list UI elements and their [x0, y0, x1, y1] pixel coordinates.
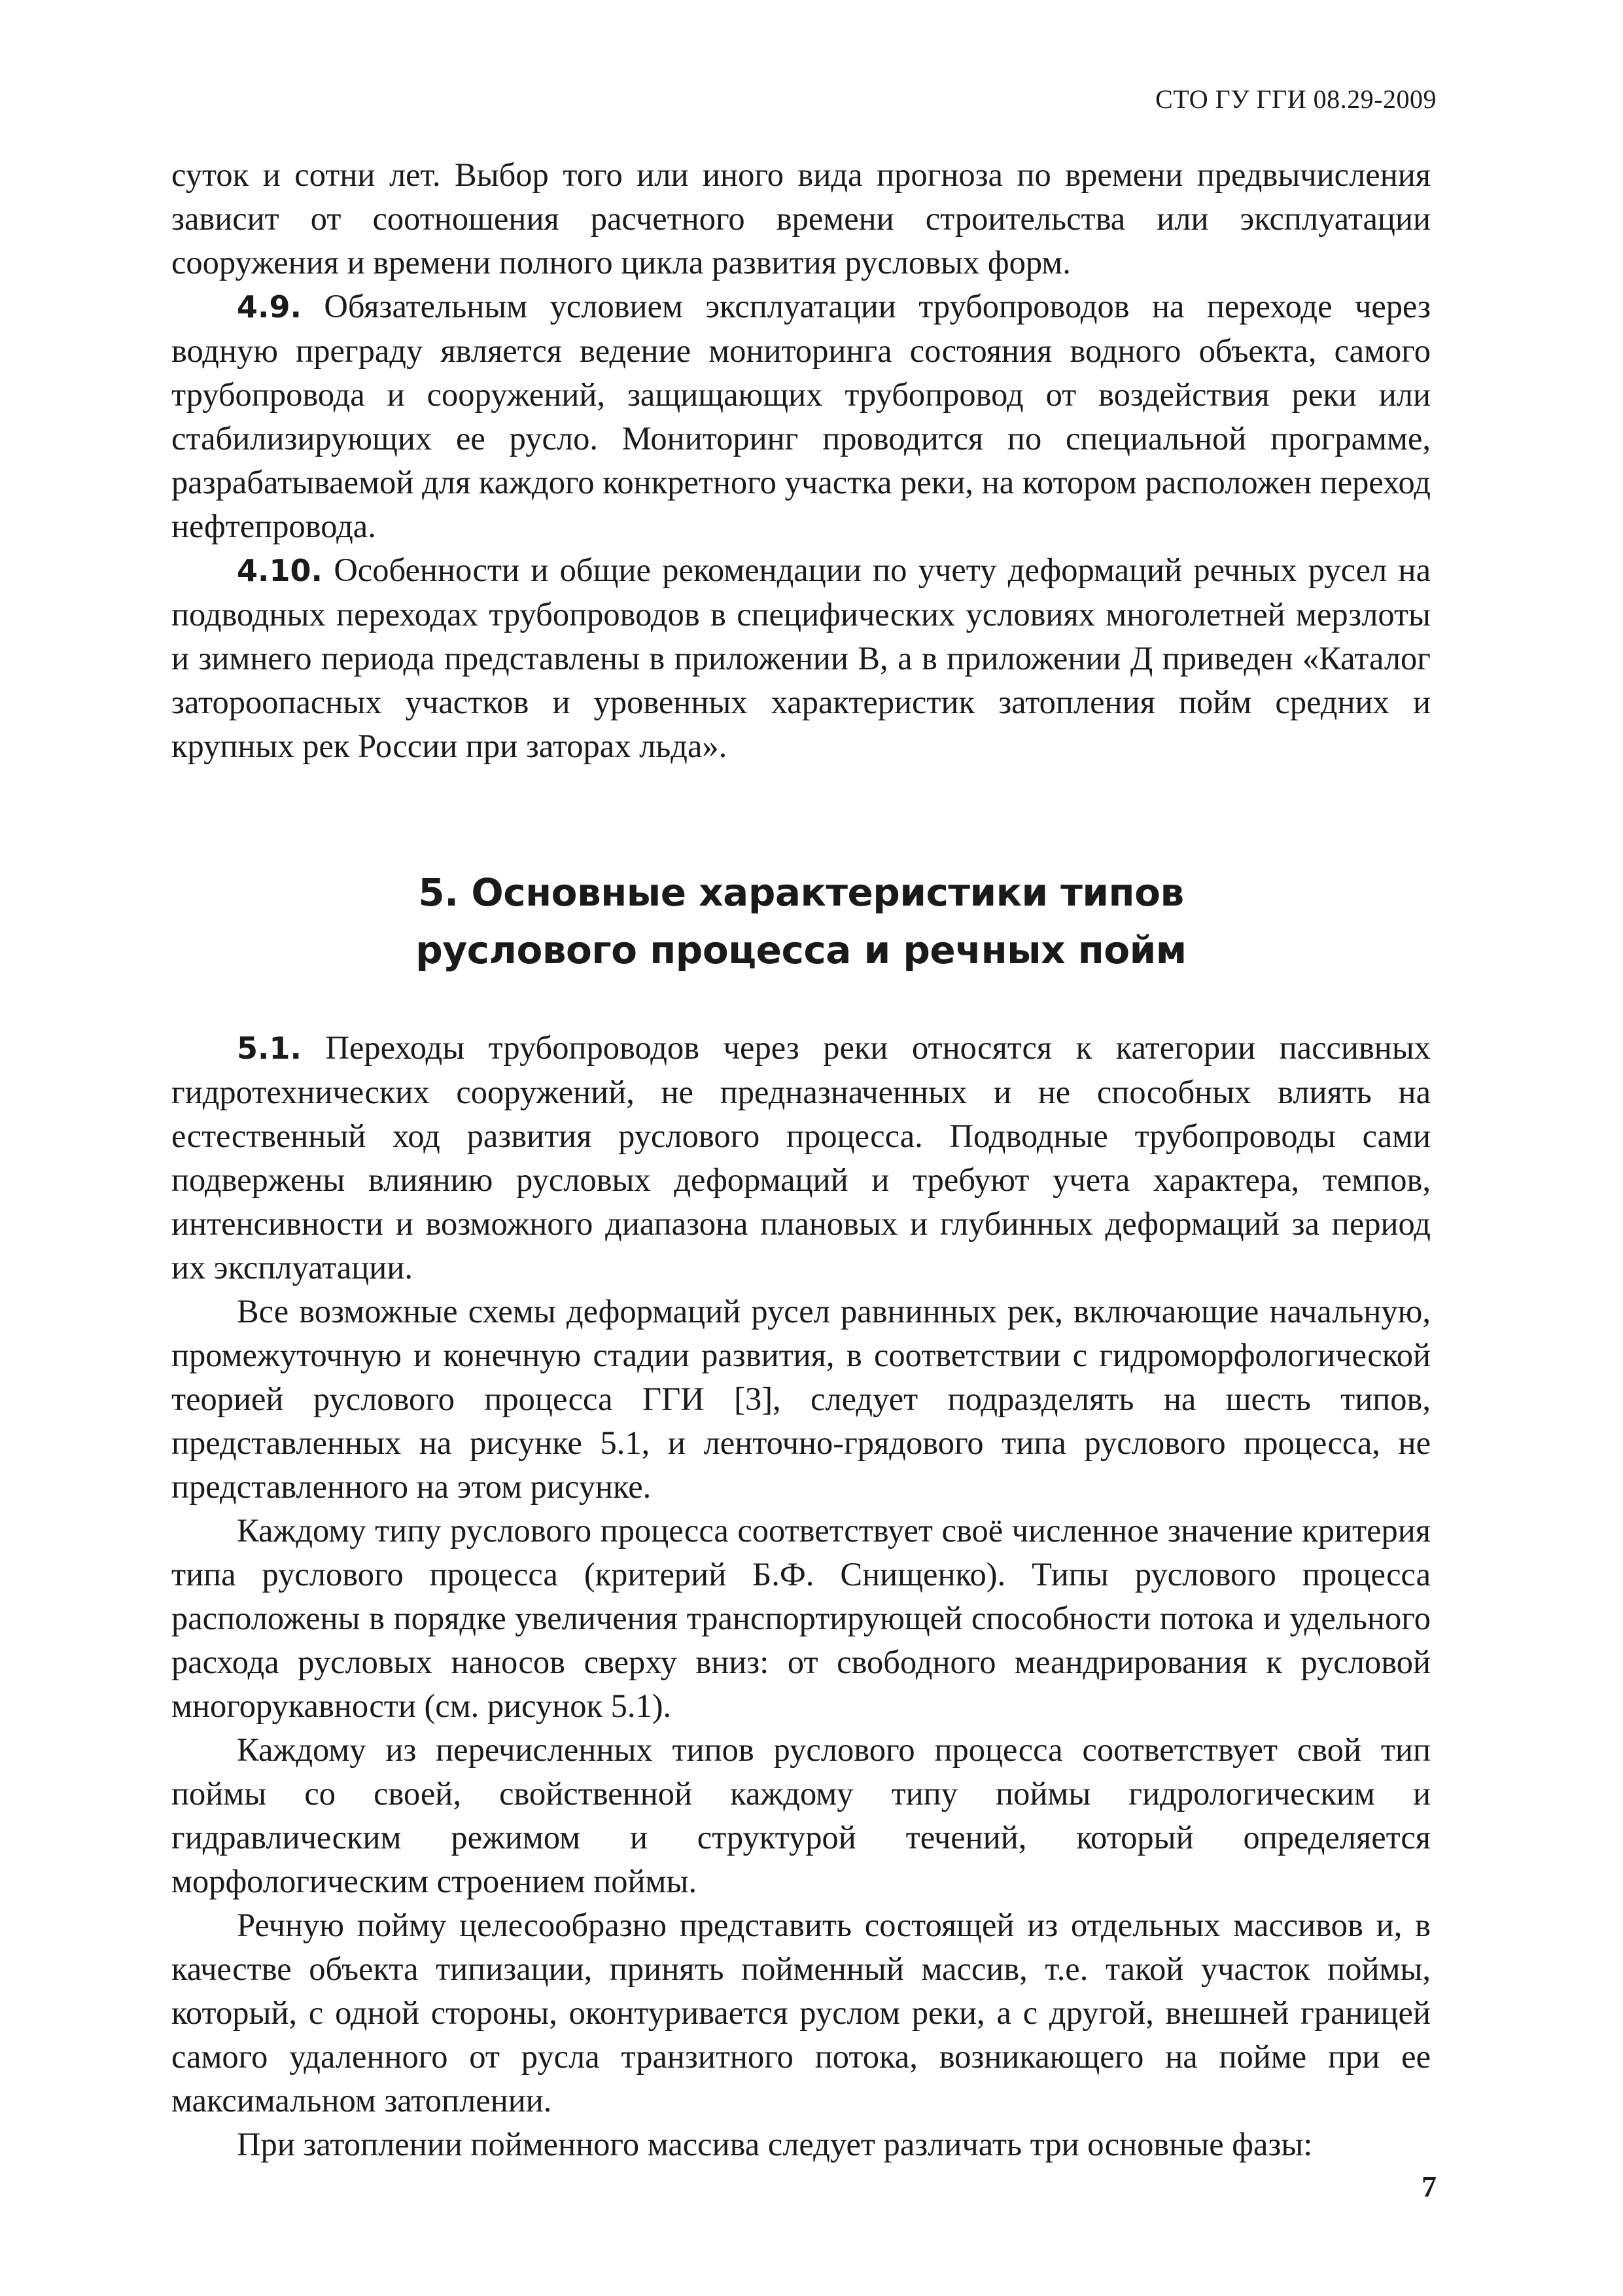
paragraph: Каждому типу руслового процесса соответствует своё численное значение критерия типа руслового процесса (критерий Б.Ф. Снищенко). Типы руслового процесса расположены в порядке увеличения транспортирующей способности потока и удельного расхода русловых наносов сверху вниз: от свободного меандрирования к русловой многорукавности (см. рисунок 5.1).	[171, 1512, 1431, 1724]
paragraph-5-1	[171, 1026, 1431, 1290]
paragraph-text: Особенности и общие рекомендации по учету деформаций речных русел на подводных переходах трубопроводов в специфических условиях многолетней мерзлоты и зимнего периода представлены в приложении В, а в приложении Д приведен «Каталог заторoопасных участков и уровенных характеристик затопления пойм средних и крупных рек России при заторах льда».	[171, 552, 1431, 764]
document-code-header: СТО ГУ ГГИ 08.29-2009	[1155, 84, 1437, 114]
clause-number: 4.9.	[237, 289, 302, 325]
top-text-block	[171, 153, 1431, 768]
paragraph-text: Обязательным условием эксплуатации трубопроводов на переходе через водную преграду является ведение мониторинга состояния водного объекта, самого трубопровода и сооружений, защищающих трубопровод от воздействия реки или стабилизирующих ее русло. Мониторинг проводится по специальной программе, разрабатываемой для каждого конкретного участка реки, на котором расположен переход нефтепровода.	[171, 288, 1431, 544]
paragraph-continuation: суток и сотни лет. Выбор того или иного вида прогноза по времени предвычисления зависит от соотношения расчетного времени строительства или эксплуатации сооружения и времени полного цикла развития русловых форм.	[171, 156, 1431, 281]
clause-number: 5.1.	[237, 1031, 302, 1066]
section-title-line: 5. Основные характеристики типов	[418, 870, 1184, 915]
paragraph: Каждому из перечисленных типов руслового процесса соответствует свой тип поймы со своей, свойственной каждому типу поймы гидрологическим и гидравлическим режимом и структурой течений, который определяется морфологическим строением поймы.	[171, 1731, 1431, 1899]
paragraph: Речную пойму целесообразно представить состоящей из отдельных массивов и, в качестве объекта типизации, принять пойменный массив, т.е. такой участок поймы, который, с одной стороны, оконтуривается руслом реки, а с другой, внешней границей самого удаленного от русла транзитного потока, возникающего на пойме при ее максимальном затоплении.	[171, 1907, 1431, 2119]
paragraph-4-9	[171, 285, 1431, 548]
clause-number: 4.10.	[237, 553, 323, 588]
section-text-block	[171, 1026, 1431, 2166]
page-number: 7	[1422, 2170, 1437, 2203]
section-title-line: руслового процесса и речных пойм	[415, 928, 1187, 972]
paragraph-text: Переходы трубопроводов через реки относятся к категории пассивных гидротехнических сооружений, не предназначенных и не способных влиять на естественный ход развития руслового процесса. Подводные трубопроводы сами подвержены влиянию русловых деформаций и требуют учета характера, темпов, интенсивности и возможного диапазона плановых и глубинных деформаций за период их эксплуатации.	[171, 1029, 1431, 1286]
paragraph: Все возможные схемы деформаций русел равнинных рек, включающие начальную, промежуточную и конечную стадии развития, в соответствии с гидроморфологической теорией руслового процесса ГГИ [3], следует подразделять на шесть типов, представленных на рисунке 5.1, и ленточно-грядового типа руслового процесса, не представленного на этом рисунке.	[171, 1293, 1431, 1505]
section-title	[171, 864, 1431, 979]
paragraph: При затоплении пойменного массива следует различать три основные фазы:	[237, 2126, 1313, 2163]
paragraph-4-10	[171, 548, 1431, 768]
